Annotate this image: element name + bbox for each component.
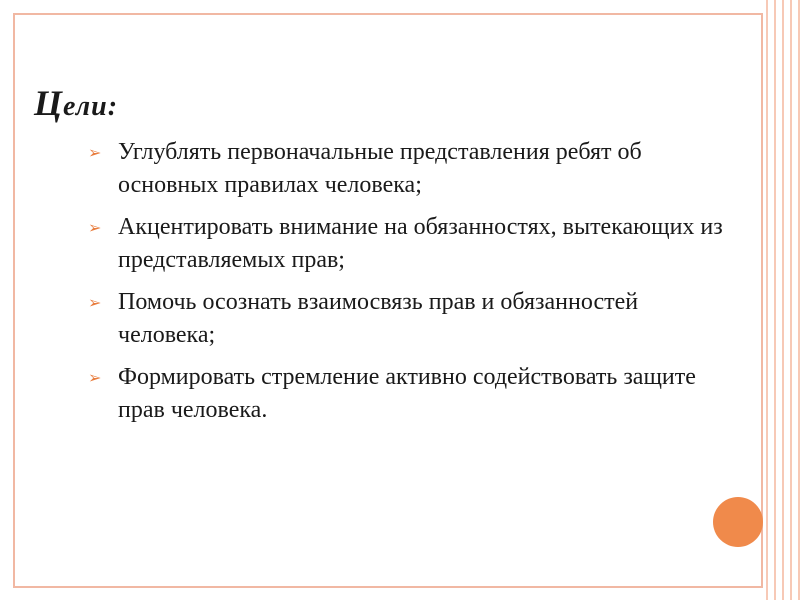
stripe [774, 0, 776, 600]
list-item [86, 211, 726, 277]
list-item-text: Углублять первоначальные представления ребят об основных правилах человека; [118, 139, 642, 198]
list-item [86, 136, 726, 202]
list-item [86, 286, 726, 352]
list-item-text: Помочь осознать взаимосвязь прав и обязанностей человека; [118, 289, 639, 348]
hollow-arrow-icon: ➢ [88, 370, 102, 387]
stripe [766, 0, 768, 600]
accent-circle [713, 497, 763, 547]
title-initial: Ц [34, 83, 64, 123]
stripe [782, 0, 784, 600]
list-item-text: Акцентировать внимание на обязанностях, вытекающих из представляемых прав; [118, 214, 723, 273]
hollow-arrow-icon: ➢ [88, 295, 102, 312]
title-rest: ели: [63, 91, 119, 122]
list-item [86, 361, 726, 427]
stripe [790, 0, 792, 600]
decorative-stripes [760, 0, 800, 600]
goals-list [86, 136, 726, 436]
hollow-arrow-icon: ➢ [88, 220, 102, 237]
list-item-text: Формировать стремление активно содействовать защите прав человека. [118, 364, 696, 423]
hollow-arrow-icon: ➢ [88, 145, 102, 162]
slide-title [34, 82, 118, 124]
